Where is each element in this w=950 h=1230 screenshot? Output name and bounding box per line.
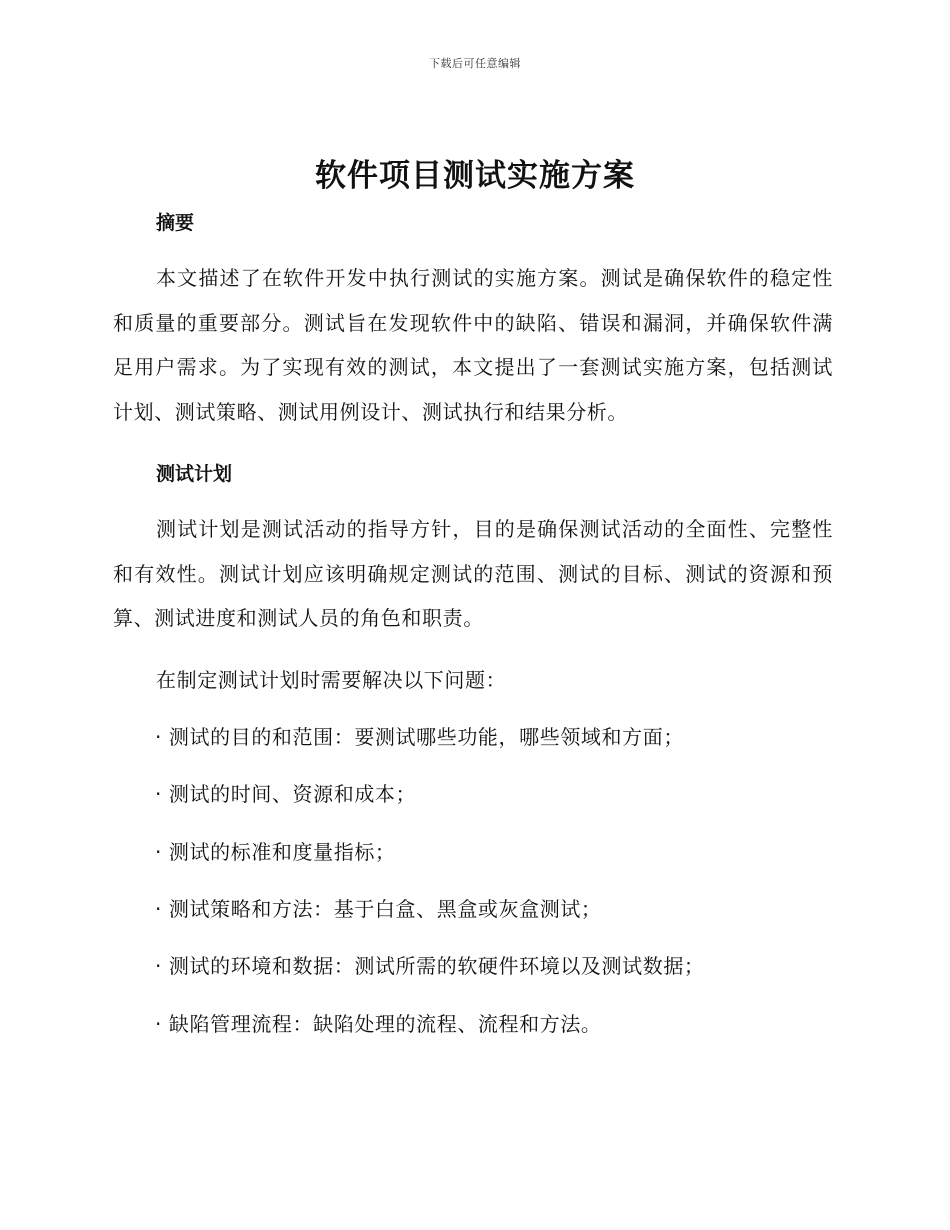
document-title: 软件项目测试实施方案 [315,158,635,194]
list-item: · 测试的时间、资源和成本； [155,782,417,806]
list-item: · 测试的标准和度量指标； [155,840,396,864]
test-plan-paragraph: 测试计划是测试活动的指导方针，目的是确保测试活动的全面性、完整性和有效性。测试计划应该明确规定测试的范围、测试的目标、测试的资源和预算、测试进度和测试人员的角色和职责。 [113,517,833,630]
list-item: · 测试的环境和数据：测试所需的软硬件环境以及测试数据； [155,954,705,978]
list-item: · 测试的目的和范围：要测试哪些功能，哪些领域和方面； [155,725,684,749]
list-item: · 测试策略和方法：基于白盒、黑盒或灰盒测试； [155,897,602,921]
header-note: 下载后可任意编辑 [429,57,521,70]
abstract-heading: 摘要 [156,212,195,234]
test-plan-intro: 在制定测试计划时需要解决以下问题： [156,668,507,692]
list-item: · 缺陷管理流程：缺陷处理的流程、流程和方法。 [155,1012,602,1036]
test-plan-heading: 测试计划 [156,463,233,485]
abstract-paragraph: 本文描述了在软件开发中执行测试的实施方案。测试是确保软件的稳定性和质量的重要部分。测试旨在发现软件中的缺陷、错误和漏洞，并确保软件满足用户需求。为了实现有效的测试，本文提出了一套测试实施方案，包括测试计划、测试策略、测试用例设计、测试执行和结果分析。 [113,266,833,424]
